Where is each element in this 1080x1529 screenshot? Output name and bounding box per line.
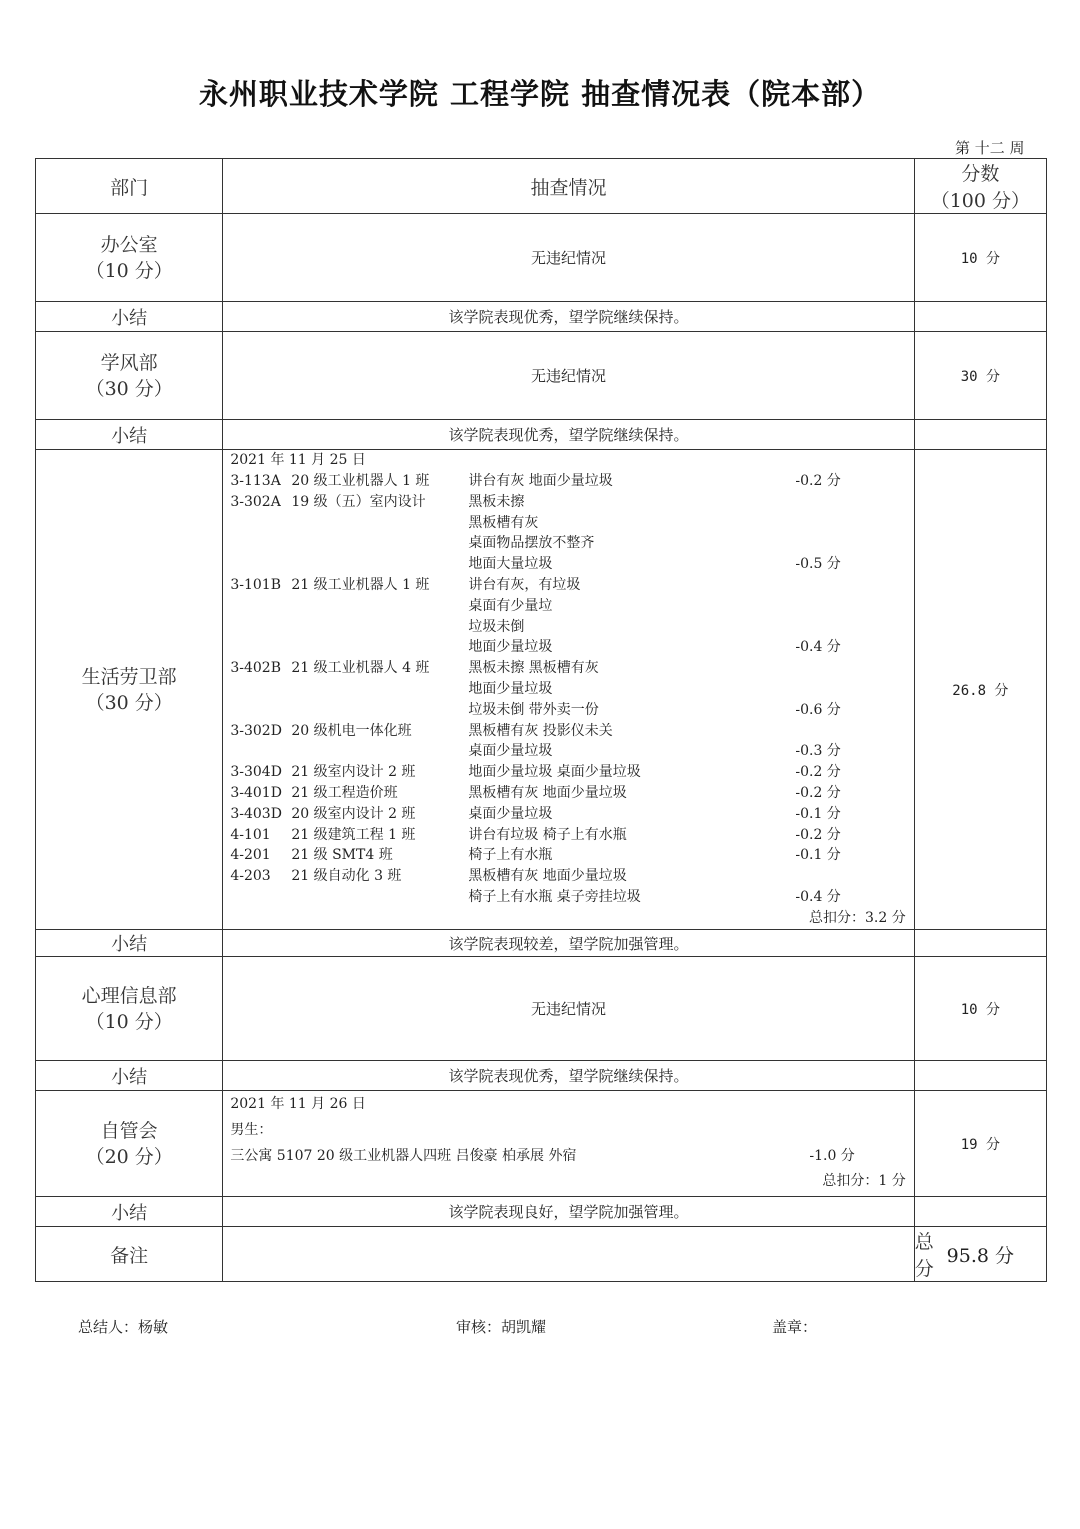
life-row-issue: 黑板槽有灰 — [468, 514, 539, 531]
life-row-issue: 椅子上有水瓶 桌子旁挂垃圾 — [468, 889, 641, 905]
inspection-table — [35, 158, 1047, 1282]
life-row-issue: 垃圾未倒 带外卖一份 — [468, 701, 599, 718]
summary-score-empty — [914, 302, 1046, 332]
life-row-deduction: -0.1 分 — [795, 805, 841, 822]
remarks-label: 备注 — [36, 1227, 223, 1282]
remarks-value — [223, 1227, 914, 1282]
life-summary: 该学院表现较差，望学院加强管理。 — [223, 930, 914, 957]
self-situation — [223, 1091, 914, 1197]
self-detail — [223, 1091, 913, 1195]
office-dept — [36, 214, 223, 302]
summarizer: 总结人：杨敏 — [78, 1318, 169, 1336]
study-summary-row — [36, 420, 1047, 450]
life-total: 总扣分：3.2 分 — [809, 910, 906, 926]
life-row-room: 3-304D — [230, 764, 282, 781]
reviewer: 审核：胡凯耀 — [456, 1318, 547, 1336]
life-row-deduction: -0.4 分 — [795, 889, 841, 905]
life-row-room: 3-101B — [230, 577, 282, 593]
life-row-issue: 地面少量垃圾 — [468, 639, 553, 656]
life-row-issue: 桌面少量垃圾 — [468, 743, 553, 760]
header-situation: 抽查情况 — [223, 159, 914, 214]
self-summary-row — [36, 1197, 1047, 1227]
dept-name: 办公室 — [100, 233, 158, 256]
life-row-deduction: -0.2 分 — [795, 764, 841, 781]
seal: 盖章： — [772, 1318, 818, 1336]
life-row-class: 21 级工程造价班 — [291, 785, 398, 801]
life-row-class: 20 级工业机器人 1 班 — [291, 473, 430, 489]
life-row-deduction: -0.2 分 — [795, 826, 841, 843]
header-score-line2: （100 分） — [930, 190, 1031, 212]
life-row-issue: 椅子上有水瓶 — [468, 847, 553, 864]
life-row-class: 21 级室内设计 2 班 — [291, 764, 416, 781]
dept-points: （20 分） — [85, 1145, 173, 1168]
life-row-deduction: -0.2 分 — [795, 473, 841, 489]
life-row-class: 21 级自动化 3 班 — [291, 868, 402, 885]
dept-name: 自管会 — [100, 1119, 158, 1142]
life-row-issue: 讲台有垃圾 椅子上有水瓶 — [468, 826, 627, 843]
life-row-issue: 垃圾未倒 — [468, 618, 525, 635]
summary-score-empty — [914, 930, 1046, 957]
psych-row — [36, 957, 1047, 1061]
life-row-issue: 黑板未擦 黑板槽有灰 — [468, 660, 599, 677]
psych-summary: 该学院表现优秀，望学院继续保持。 — [223, 1061, 914, 1091]
self-score: 19 分 — [914, 1091, 1046, 1197]
self-gender: 男生： — [230, 1122, 273, 1138]
dept-points: （30 分） — [85, 691, 173, 714]
dept-points: （10 分） — [85, 1010, 173, 1033]
summary-label: 小结 — [36, 302, 223, 332]
total-score: 95.8 分 — [914, 1227, 1046, 1282]
life-row-deduction: -0.6 分 — [795, 701, 841, 718]
remarks-row — [36, 1227, 1047, 1282]
office-situation: 无违纪情况 — [223, 214, 914, 302]
summary-label: 小结 — [36, 930, 223, 957]
page-title: 永州职业技术学院 工程学院 抽查情况表（院本部） — [198, 77, 882, 111]
life-row-room: 4-101 — [230, 826, 271, 843]
psych-situation: 无违纪情况 — [223, 957, 914, 1061]
week-label: 第 十二 周 — [955, 139, 1025, 157]
life-date: 2021 年 11 月 25 日 — [230, 452, 366, 468]
self-summary: 该学院表现良好，望学院加强管理。 — [223, 1197, 914, 1227]
header-score-line1: 分数 — [961, 163, 1000, 185]
self-record: 三公寓 5107 20 级工业机器人四班 吕俊豪 柏承展 外宿 — [230, 1148, 577, 1164]
life-row-issue: 地面少量垃圾 桌面少量垃圾 — [468, 764, 641, 781]
life-row-class: 21 级工业机器人 4 班 — [291, 660, 430, 677]
life-row-issue: 黑板槽有灰 投影仪未关 — [468, 722, 613, 739]
life-detail — [223, 450, 913, 928]
life-row-deduction: -0.5 分 — [795, 556, 841, 573]
life-row-issue: 讲台有灰 地面少量垃圾 — [468, 473, 613, 489]
self-dept — [36, 1091, 223, 1197]
life-row-class: 20 级室内设计 2 班 — [291, 805, 416, 822]
life-row-issue: 黑板槽有灰 地面少量垃圾 — [468, 785, 627, 801]
life-summary-row — [36, 930, 1047, 957]
study-situation: 无违纪情况 — [223, 332, 914, 420]
life-row-issue: 地面大量垃圾 — [468, 556, 553, 573]
self-date: 2021 年 11 月 26 日 — [230, 1096, 366, 1112]
header-dept: 部门 — [36, 159, 223, 214]
life-row-room: 3-401D — [230, 785, 282, 801]
life-row-deduction: -0.4 分 — [795, 639, 841, 656]
life-row-issue: 桌面物品摆放不整齐 — [468, 535, 595, 552]
life-row-room: 4-201 — [230, 847, 271, 864]
study-row — [36, 332, 1047, 420]
self-row — [36, 1091, 1047, 1197]
life-row-class: 21 级建筑工程 1 班 — [291, 826, 416, 843]
life-row-room: 3-302D — [230, 722, 282, 739]
self-total: 总扣分：1 分 — [822, 1173, 906, 1189]
dept-points: （30 分） — [85, 377, 173, 400]
dept-name: 心理信息部 — [81, 984, 177, 1007]
summary-label: 小结 — [36, 1061, 223, 1091]
office-summary-row — [36, 302, 1047, 332]
dept-name: 生活劳卫部 — [81, 665, 177, 688]
study-score: 30 分 — [914, 332, 1046, 420]
office-summary: 该学院表现优秀，望学院继续保持。 — [223, 302, 914, 332]
life-row-issue: 黑板槽有灰 地面少量垃圾 — [468, 868, 627, 885]
life-row-deduction: -0.1 分 — [795, 847, 841, 864]
summary-score-empty — [914, 420, 1046, 450]
dept-name: 学风部 — [100, 351, 158, 374]
life-row-room: 3-402B — [230, 660, 282, 677]
life-row-room: 3-302A — [230, 493, 281, 510]
summary-label: 小结 — [36, 420, 223, 450]
self-deduction: -1.0 分 — [809, 1148, 855, 1164]
life-row-deduction: -0.2 分 — [795, 785, 841, 801]
life-row — [36, 450, 1047, 930]
psych-score: 10 分 — [914, 957, 1046, 1061]
summary-score-empty — [914, 1061, 1046, 1091]
life-row-class: 21 级 SMT4 班 — [291, 847, 393, 864]
study-summary: 该学院表现优秀，望学院继续保持。 — [223, 420, 914, 450]
psych-summary-row — [36, 1061, 1047, 1091]
life-score: 26.8 分 — [914, 450, 1046, 930]
office-row — [36, 214, 1047, 302]
header-row — [36, 159, 1047, 214]
life-row-issue: 黑板未擦 — [468, 493, 525, 510]
life-row-issue: 桌面有少量垃 — [468, 597, 553, 614]
life-row-room: 3-403D — [230, 805, 282, 822]
header-score — [914, 159, 1046, 214]
life-row-issue: 讲台有灰，有垃圾 — [468, 577, 581, 593]
life-row-room: 3-113A — [230, 473, 281, 489]
life-row-deduction: -0.3 分 — [795, 743, 841, 760]
dept-points: （10 分） — [85, 259, 173, 282]
summary-label: 小结 — [36, 1197, 223, 1227]
office-score: 10 分 — [914, 214, 1046, 302]
life-row-issue: 地面少量垃圾 — [468, 681, 553, 697]
life-row-class: 19 级（五）室内设计 — [291, 493, 426, 510]
summary-score-empty — [914, 1197, 1046, 1227]
psych-dept — [36, 957, 223, 1061]
study-dept — [36, 332, 223, 420]
life-dept — [36, 450, 223, 930]
life-row-issue: 桌面少量垃圾 — [468, 805, 553, 822]
life-row-class: 21 级工业机器人 1 班 — [291, 577, 430, 593]
life-row-room: 4-203 — [230, 868, 271, 885]
life-situation — [223, 450, 914, 930]
life-row-class: 20 级机电一体化班 — [291, 722, 412, 739]
